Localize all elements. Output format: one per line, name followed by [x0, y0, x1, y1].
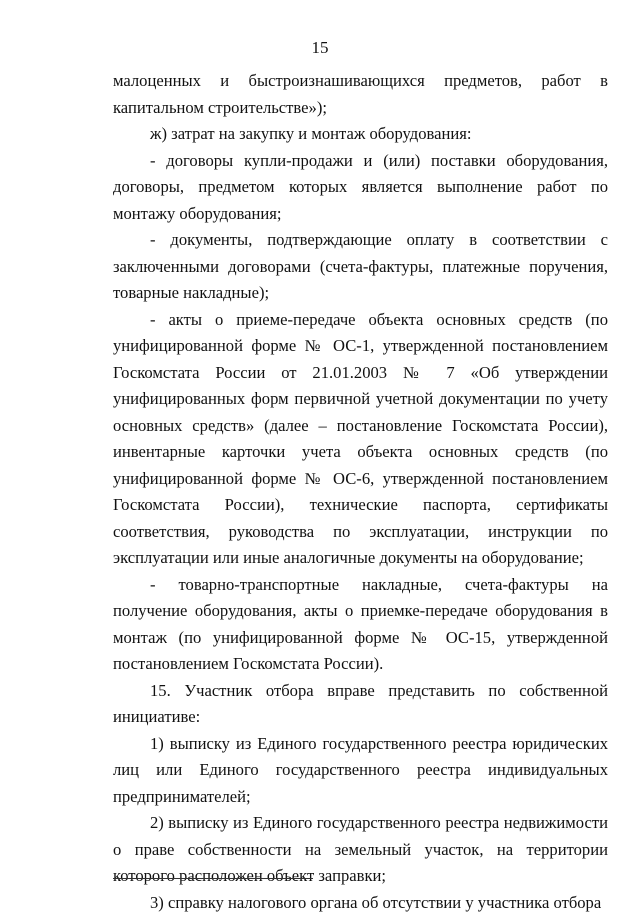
- paragraph-continuation: малоценных и быстроизнашивающихся предметов, работ в капитальном строительстве»);: [113, 68, 608, 121]
- page-number: 15: [0, 38, 640, 58]
- footer-rule: [113, 878, 313, 879]
- document-body: [113, 68, 608, 916]
- paragraph-clause-15-item-1: 1) выписку из Единого государственного реестра юридических лиц или Единого государственного реестра индивидуальных предпринимателей;: [113, 731, 608, 811]
- paragraph-bullet-transport-docs: - товарно-транспортные накладные, счета-фактуры на получение оборудования, акты о приемке-передаче оборудования в монтаж (по унифицированной форме № ОС-15, утвержденной постановлением Госкомстата России).: [113, 572, 608, 678]
- paragraph-clause-15-item-2: 2) выписку из Единого государственного реестра недвижимости о праве собственности на земельный участок, на территории которого расположен объект заправки;: [113, 810, 608, 890]
- paragraph-bullet-contracts: - договоры купли-продажи и (или) поставки оборудования, договоры, предметом которых является выполнение работ по монтажу оборудования;: [113, 148, 608, 228]
- paragraph-clause-15: 15. Участник отбора вправе представить по собственной инициативе:: [113, 678, 608, 731]
- paragraph-bullet-payment-docs: - документы, подтверждающие оплату в соответствии с заключенными договорами (счета-фактуры, платежные поручения, товарные накладные);: [113, 227, 608, 307]
- paragraph-bullet-acts: - акты о приеме-передаче объекта основных средств (по унифицированной форме № ОС-1, утвержденной постановлением Госкомстата России от 21.01.2003 № 7 «Об утверждении унифицированных форм первичной учетной документации по учету основных средств» (далее – постановление Госкомстата России), инвентарные карточки учета объекта основных средств (по унифицированной форме № ОС-6, утвержденной постановлением Госкомстата России), технические паспорта, сертификаты соответствия, руководства по эксплуатации, инструкции по эксплуатации или иные аналогичные документы на оборудование;: [113, 307, 608, 572]
- paragraph-clause-15-item-3: 3) справку налогового органа об отсутствии у участника отбора: [113, 890, 608, 916]
- paragraph-item-zh: ж) затрат на закупку и монтаж оборудования:: [113, 121, 608, 148]
